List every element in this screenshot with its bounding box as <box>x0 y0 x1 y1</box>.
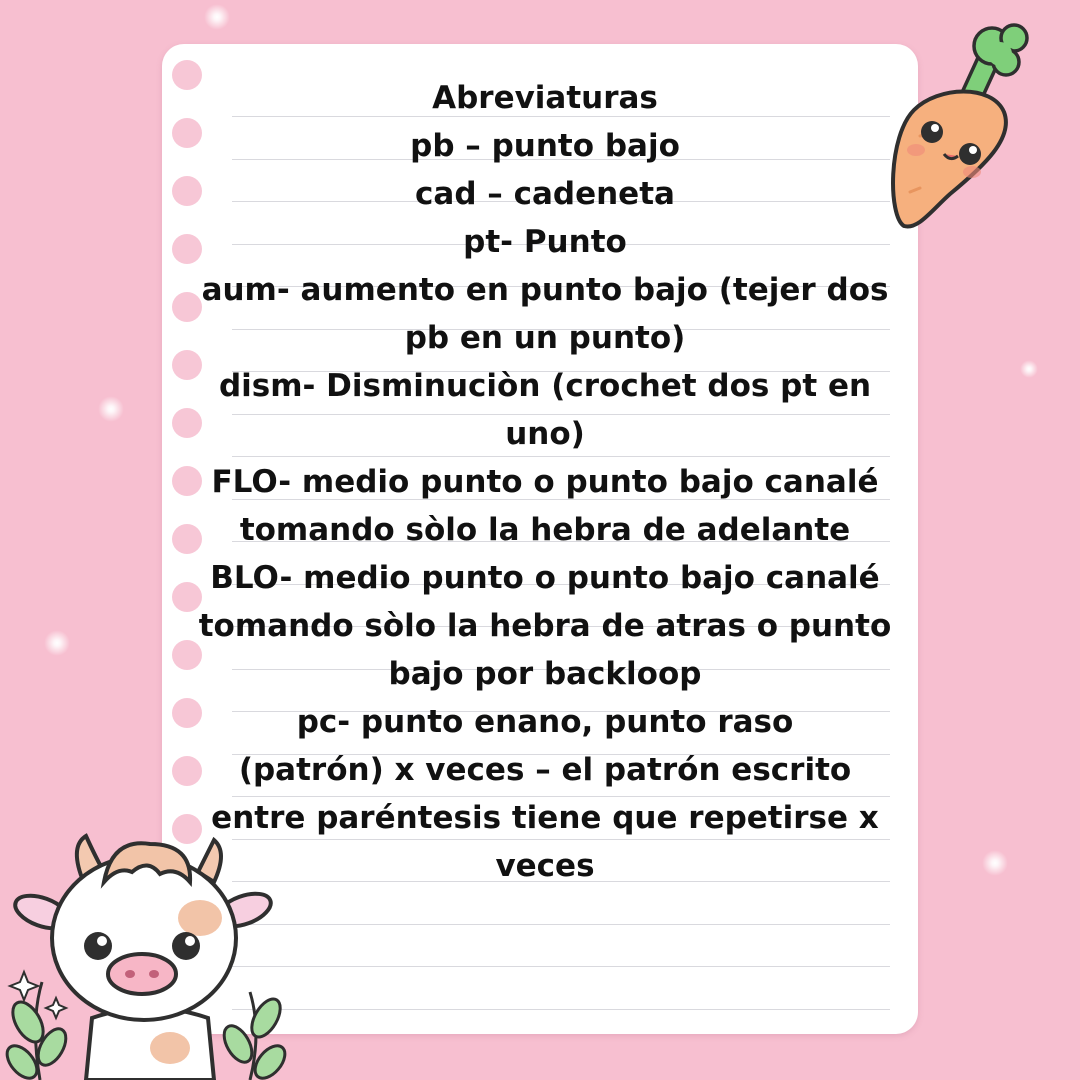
sparkle-icon <box>1020 360 1038 378</box>
list-item: BLO- medio punto o punto bajo canalé <box>210 560 880 596</box>
list-item: pt- Punto <box>463 224 627 260</box>
list-item: pb – punto bajo <box>410 128 680 164</box>
carrot-illustration <box>880 16 1040 238</box>
list-item: bajo por backloop <box>388 656 702 692</box>
list-item: tomando sòlo la hebra de atras o punto <box>198 608 892 644</box>
list-item: tomando sòlo la hebra de adelante <box>239 512 851 548</box>
list-item: entre paréntesis tiene que repetirse x <box>211 800 879 836</box>
list-item: dism- Disminuciòn (crochet dos pt en <box>218 368 872 404</box>
abbreviations-list <box>198 74 892 890</box>
list-item: aum- aumento en punto bajo (tejer dos <box>201 272 889 308</box>
list-item: cad – cadeneta <box>415 176 675 212</box>
ruled-line <box>232 924 890 925</box>
cow-illustration <box>0 822 300 1080</box>
list-item: pc- punto enano, punto raso <box>296 704 794 740</box>
list-title: Abreviaturas <box>432 80 658 116</box>
list-item: (patrón) x veces – el patrón escrito <box>238 752 852 788</box>
list-item: veces <box>495 848 595 884</box>
ruled-line <box>232 1009 890 1010</box>
sparkle-icon <box>982 850 1008 876</box>
sparkle-icon <box>98 396 124 422</box>
sparkle-icon <box>44 630 70 656</box>
sparkle-icon <box>204 4 230 30</box>
ruled-line <box>232 966 890 967</box>
list-item: uno) <box>505 416 585 452</box>
list-item: pb en un punto) <box>404 320 686 356</box>
list-item: FLO- medio punto o punto bajo canalé <box>211 464 879 500</box>
